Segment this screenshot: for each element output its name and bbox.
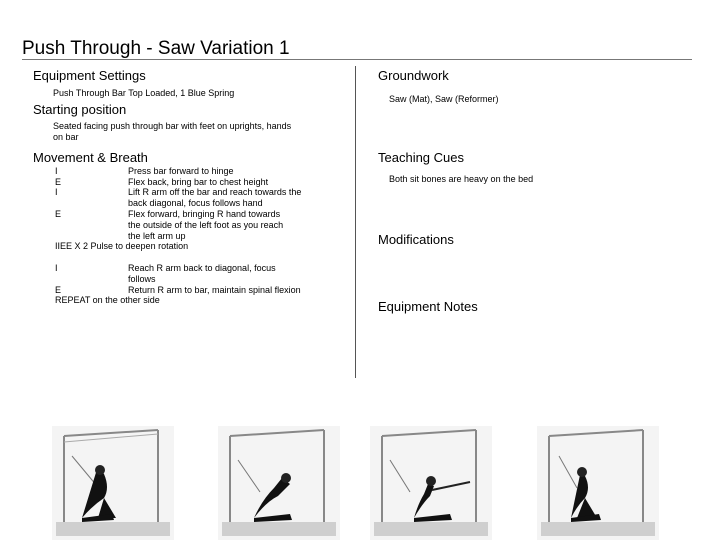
step-4-breath: E <box>55 209 62 219</box>
step-4-text-1: Flex forward, bringing R hand towards <box>128 209 281 219</box>
step-5-breath: I <box>55 263 58 273</box>
exercise-photo-2 <box>218 426 340 540</box>
column-divider <box>355 66 356 378</box>
movement-breath-heading: Movement & Breath <box>33 150 148 165</box>
equipment-notes-heading: Equipment Notes <box>378 299 478 314</box>
step-5-text-1: Reach R arm back to diagonal, focus <box>128 263 276 273</box>
repeat-text: REPEAT on the other side <box>55 295 160 305</box>
page-title: Push Through - Saw Variation 1 <box>22 38 290 59</box>
pulse-text: IIEE X 2 Pulse to deepen rotation <box>55 241 189 251</box>
title-divider <box>22 59 692 60</box>
step-6-text: Return R arm to bar, maintain spinal flexion <box>128 285 301 295</box>
step-3-text-1: Lift R arm off the bar and reach towards the <box>128 187 302 197</box>
exercise-photo-3 <box>370 426 492 540</box>
step-3-breath: I <box>55 187 58 197</box>
step-2-breath: E <box>55 177 62 187</box>
step-1-breath: I <box>55 166 58 176</box>
step-4-text-3: the left arm up <box>128 231 186 241</box>
groundwork-text: Saw (Mat), Saw (Reformer) <box>389 94 499 104</box>
starting-position-heading: Starting position <box>33 102 127 117</box>
step-6-breath: E <box>55 285 62 295</box>
equipment-settings-text: Push Through Bar Top Loaded, 1 Blue Spring <box>53 88 235 98</box>
equipment-settings-heading: Equipment Settings <box>33 68 146 83</box>
teaching-cues-text: Both sit bones are heavy on the bed <box>389 174 534 184</box>
starting-position-text-1: Seated facing push through bar with feet on uprights, hands <box>53 121 292 131</box>
step-1-text: Press bar forward to hinge <box>128 166 234 176</box>
step-2-text: Flex back, bring bar to chest height <box>128 177 269 187</box>
step-4-text-2: the outside of the left foot as you reach <box>128 220 284 230</box>
exercise-photo-1 <box>52 426 174 540</box>
movement-steps <box>55 166 345 306</box>
groundwork-heading: Groundwork <box>378 68 449 83</box>
starting-position-text-2: on bar <box>53 132 79 142</box>
step-5-text-2: follows <box>128 274 156 284</box>
exercise-photo-4 <box>537 426 659 540</box>
teaching-cues-heading: Teaching Cues <box>378 150 464 165</box>
step-3-text-2: back diagonal, focus follows hand <box>128 198 263 208</box>
modifications-heading: Modifications <box>378 232 454 247</box>
